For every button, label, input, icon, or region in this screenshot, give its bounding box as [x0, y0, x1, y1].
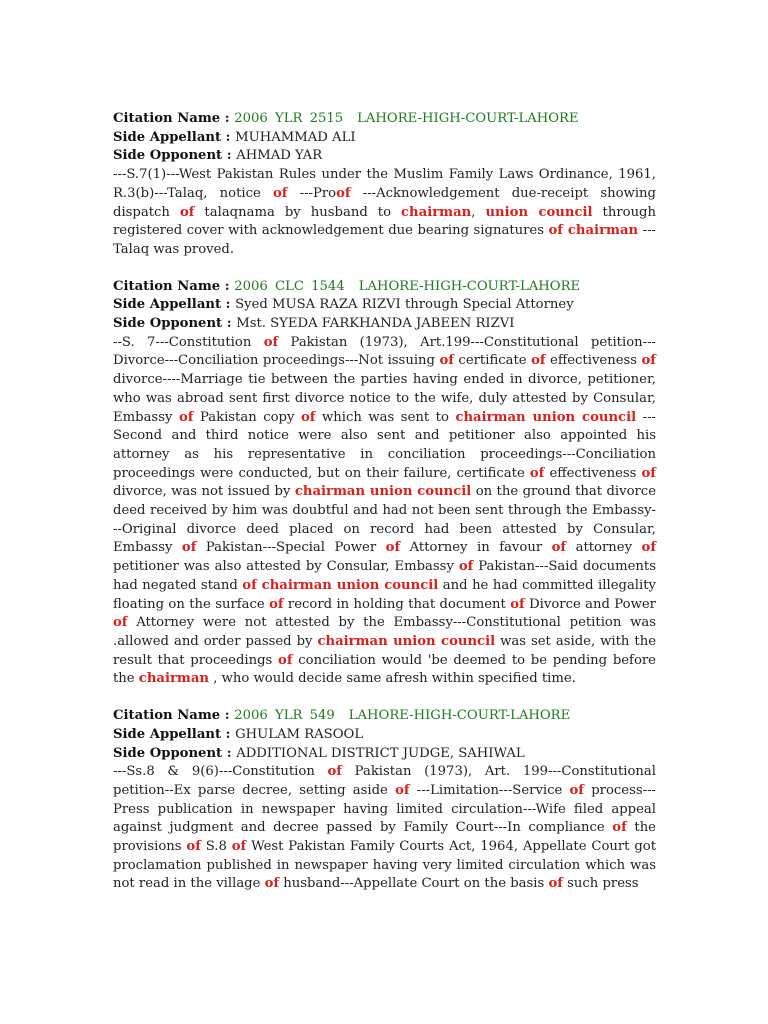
side-opponent-value: AHMAD YAR — [236, 148, 323, 164]
highlighted-term: of — [300, 409, 316, 425]
summary-text: S.8 — [200, 839, 232, 855]
document-page — [113, 110, 656, 912]
side-opponent-line: Side Opponent : AHMAD YAR — [113, 148, 323, 164]
citation-name-label: Citation Name — [113, 708, 221, 724]
citation-name-label: Citation Name — [113, 278, 221, 294]
summary-text: ---S.7(1)---West Pakistan Rules under the Muslim Family Laws Ordinance, 1961, R.3(b)---Talaq, notice — [113, 167, 656, 201]
citation-name-line: Citation Name : 2006 CLC 1544 LAHORE-HIGH-COURT-LAHORE — [113, 278, 581, 294]
summary-text: ---Talaq was proved. — [113, 223, 656, 257]
summary-text: was set aside, with the result that proceedings — [113, 633, 657, 668]
summary-text: on the ground that divorce deed received by him was doubtful and had not been sent through the Embassy---Original divorce deed placed on record had been attested by Consular, Embassy — [113, 484, 656, 556]
highlighted-term: of — [529, 465, 545, 481]
summary-text: through registered cover with acknowledgement due bearing signatures — [113, 204, 656, 239]
summary-text: divorce, was not issued by — [113, 484, 295, 500]
summary-text: conciliation would 'be deemed to be pending before the — [113, 652, 656, 687]
highlighted-term: union council — [485, 204, 593, 220]
side-opponent-value: Mst. SYEDA FARKHANDA JABEEN RIZVI — [236, 316, 515, 332]
summary-text: such press — [562, 876, 639, 892]
side-appellant-line: Side Appellant : MUHAMMAD ALI — [113, 129, 356, 145]
summary-text: --S. 7---Constitution — [113, 334, 264, 350]
summary-text: effectiveness — [545, 353, 642, 369]
summary-text: ---Ss.8 & 9(6)---Constitution — [113, 764, 328, 780]
summary-text: the provisions — [113, 820, 656, 855]
summary-text: Attorney were not attested by the Embassy---Constitutional petition was .allowed and order passed by — [113, 615, 656, 649]
side-opponent-value: ADDITIONAL DISTRICT JUDGE, SAHIWAL — [236, 745, 525, 761]
highlighted-term: of — [186, 839, 201, 855]
summary-text: Pakistan (1973), Art. 199---Constitutional petition--Ex parse decree, setting aside — [113, 764, 657, 798]
court-name: LAHORE-HIGH-COURT-LAHORE — [357, 111, 579, 126]
highlighted-term: of — [641, 465, 656, 481]
side-appellant-label: Side Appellant — [113, 129, 222, 145]
side-opponent-label: Side Opponent — [113, 316, 223, 332]
highlighted-term: of — [439, 353, 454, 369]
highlighted-term: of chairman union council — [242, 577, 439, 593]
summary-text: husband---Appellate Court on the basis — [279, 876, 549, 892]
court-name: LAHORE-HIGH-COURT-LAHORE — [348, 708, 571, 724]
highlighted-term: of — [385, 540, 401, 556]
side-opponent-label: Side Opponent — [113, 148, 223, 164]
highlighted-term: of — [458, 559, 474, 575]
summary-text: which was sent to — [315, 409, 456, 425]
case-summary — [113, 334, 656, 689]
side-appellant-value: MUHAMMAD ALI — [235, 129, 356, 145]
citation-entry — [113, 707, 656, 894]
highlighted-term: chairman union council — [294, 484, 472, 500]
highlighted-term: of — [641, 353, 656, 369]
highlighted-term: of — [327, 764, 342, 780]
summary-text: Pakistan copy — [193, 409, 301, 425]
highlighted-term: of — [178, 409, 194, 425]
citation-entry — [113, 110, 656, 260]
summary-text: Pakistan---Said documents had negated stand — [113, 559, 656, 593]
summary-text: Attorney in favour — [400, 540, 552, 556]
summary-text: petitioner was also attested by Consular, Embassy — [113, 559, 459, 575]
highlighted-term: of — [395, 782, 410, 798]
side-appellant-value: Syed MUSA RAZA RIZVI through Special Attorney — [235, 297, 574, 313]
side-opponent-line: Side Opponent : Mst. SYEDA FARKHANDA JABEEN RIZVI — [113, 316, 515, 332]
highlighted-term: of — [179, 204, 195, 220]
summary-text: talaqnama by husband to — [194, 204, 402, 220]
summary-text: certificate — [453, 353, 532, 369]
summary-text: ---Limitation---Service — [409, 782, 570, 798]
highlighted-term: of chairman — [548, 223, 639, 239]
highlighted-term: of — [113, 615, 128, 631]
summary-text: record in holding that document — [283, 596, 511, 612]
citation-value: 2006 YLR 549 — [234, 708, 335, 724]
summary-text: attorney — [566, 540, 642, 556]
case-summary — [113, 166, 656, 260]
citation-name-line: Citation Name : 2006 YLR 549 LAHORE-HIGH-COURT-LAHORE — [113, 708, 571, 724]
summary-text: Divorce and Power — [524, 596, 656, 612]
citation-name-label: Citation Name — [113, 111, 221, 126]
highlighted-term: of — [263, 334, 279, 350]
side-appellant-label: Side Appellant — [113, 726, 222, 742]
summary-text: effectiveness — [544, 465, 642, 481]
citation-name-line: Citation Name : 2006 YLR 2515 LAHORE-HIGH-COURT-LAHORE — [113, 111, 579, 126]
highlighted-term: of — [269, 596, 284, 612]
highlighted-term: of — [551, 540, 567, 556]
highlighted-term: of — [272, 185, 288, 201]
summary-text: , — [471, 204, 486, 220]
summary-text: West Pakistan Family Courts Act, 1964, Appellate Court got proclamation published in newspaper having very limited circulation which was not read in the village — [113, 839, 657, 892]
highlighted-term: of — [278, 652, 293, 668]
summary-text: ---Acknowledgement due-receipt showing dispatch — [113, 185, 656, 220]
highlighted-term: chairman — [401, 204, 472, 220]
summary-text: , who would decide same afresh within specified time. — [209, 671, 576, 687]
highlighted-term: of — [612, 820, 627, 836]
highlighted-term: of — [231, 839, 247, 855]
summary-text: and he had committed illegality floating on the surface — [113, 577, 656, 612]
citation-entry — [113, 278, 656, 689]
highlighted-term: of — [641, 540, 657, 556]
side-appellant-label: Side Appellant — [113, 297, 222, 313]
summary-text: ---Pro — [287, 185, 337, 201]
side-appellant-line: Side Appellant : Syed MUSA RAZA RIZVI through Special Attorney — [113, 297, 574, 313]
highlighted-term: of — [531, 353, 546, 369]
highlighted-term: of — [510, 596, 525, 612]
summary-text: process---Press publication in newspaper having limited circulation---Wife filed appeal against judgment and decree passed by Family Court---In compliance — [113, 782, 656, 836]
summary-text: ---Second and third notice were also sent and petitioner also appointed his attorney as his representative in conciliation proceedings---Conciliation proceedings were conducted, but on their failure, certificate — [113, 409, 656, 481]
side-appellant-value: GHULAM RASOOL — [235, 726, 364, 742]
court-name: LAHORE-HIGH-COURT-LAHORE — [358, 278, 581, 294]
highlighted-term: of — [181, 540, 197, 556]
side-appellant-line: Side Appellant : GHULAM RASOOL — [113, 726, 364, 742]
citation-value: 2006 CLC 1544 — [234, 278, 345, 294]
highlighted-term: of — [569, 782, 584, 798]
side-opponent-label: Side Opponent — [113, 745, 223, 761]
case-summary — [113, 763, 656, 894]
highlighted-term: of — [264, 876, 280, 892]
highlighted-term: chairman union council — [455, 409, 637, 425]
summary-text: Pakistan (1973), Art.199---Constitutional petition---Divorce---Conciliation proceedings---Not issuing — [113, 334, 656, 369]
summary-text: Pakistan---Special Power — [196, 540, 386, 556]
citation-value: 2006 YLR 2515 — [234, 111, 344, 126]
highlighted-term: chairman — [138, 671, 210, 687]
highlighted-term: chairman union council — [317, 633, 496, 649]
highlighted-term: of — [548, 876, 563, 892]
side-opponent-line: Side Opponent : ADDITIONAL DISTRICT JUDGE, SAHIWAL — [113, 745, 525, 761]
summary-text: divorce----Marriage tie between the parties having ended in divorce, petitioner, who was abroad sent first divorce notice to the wife, duly attested by Consular, Embassy — [113, 372, 656, 425]
highlighted-term: of — [336, 185, 351, 201]
